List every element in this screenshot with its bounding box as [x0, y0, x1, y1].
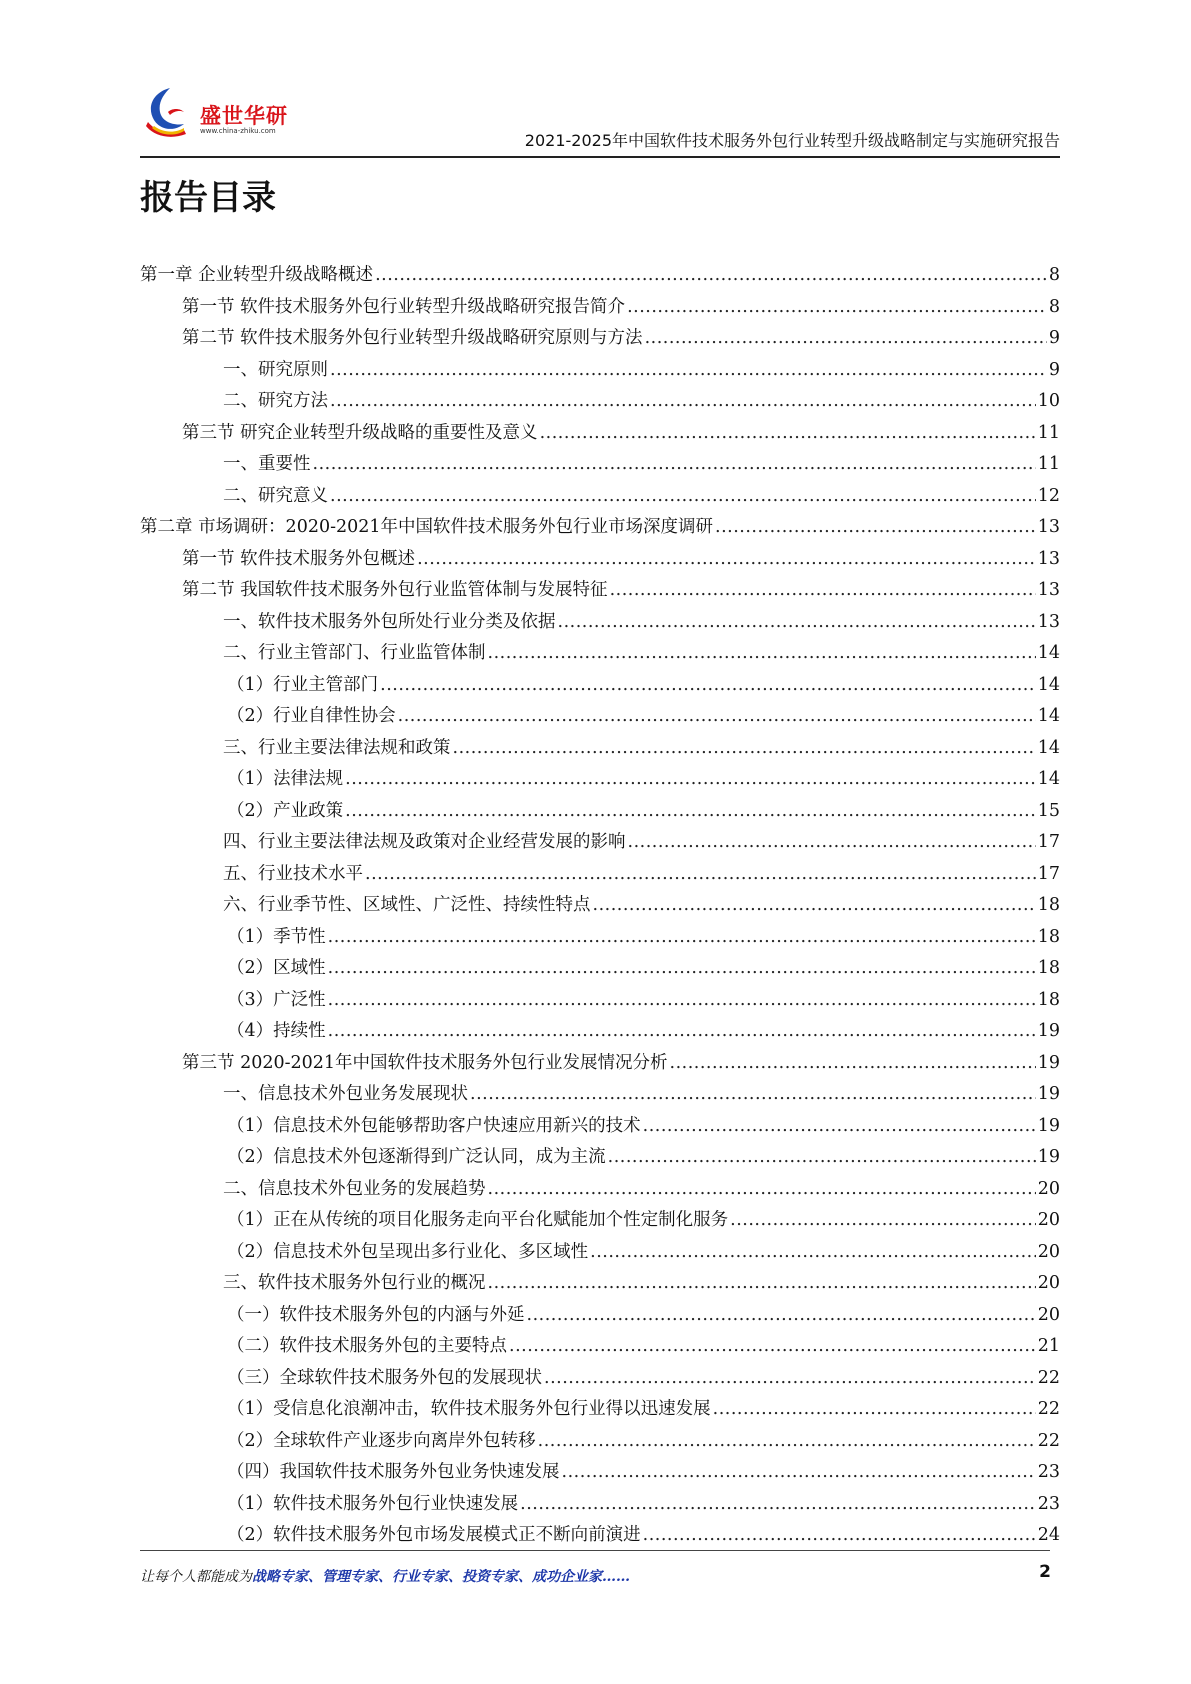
- toc-entry-title: （1）行业主管部门: [227, 674, 379, 695]
- brand-website: www.china-zhiku.com: [200, 127, 276, 135]
- toc-leader-dots: [715, 517, 1036, 537]
- toc-leader-dots: [558, 612, 1036, 632]
- toc-entry-title: （2）行业自律性协会: [227, 706, 396, 726]
- toc-leader-dots: [330, 360, 1047, 380]
- toc-entry[interactable]: [140, 324, 1060, 356]
- toc-entry-page: 10: [1037, 391, 1060, 411]
- toc-leader-dots: [593, 895, 1036, 915]
- footer-slogan: [140, 1566, 1020, 1586]
- toc-entry-page: 17: [1037, 832, 1060, 852]
- toc-entry-page: 22: [1037, 1430, 1060, 1451]
- toc-leader-dots: [520, 1494, 1036, 1514]
- toc-entry[interactable]: [140, 545, 1060, 577]
- toc-entry-title: （1）受信息化浪潮冲击，软件技术服务外包行业得以迅速发展: [227, 1399, 711, 1419]
- toc-entry-title: 一、研究原则: [223, 359, 328, 380]
- toc-entry-title: （2）软件技术服务外包市场发展模式正不断向前演进: [227, 1525, 641, 1545]
- toc-leader-dots: [643, 1525, 1036, 1545]
- toc-entry[interactable]: [140, 765, 1060, 797]
- toc-entry-title: （1）法律法规: [227, 769, 344, 789]
- toc-entry-title: 三、行业主要法律法规和政策: [223, 737, 451, 758]
- toc-leader-dots: [628, 832, 1036, 852]
- toc-leader-dots: [608, 1147, 1036, 1167]
- toc-entry[interactable]: [140, 1521, 1060, 1553]
- toc-entry[interactable]: [140, 954, 1060, 986]
- toc-entry[interactable]: [140, 891, 1060, 923]
- toc-entry-title: （4）持续性: [227, 1021, 326, 1041]
- toc-entry[interactable]: [140, 482, 1060, 514]
- toc-entry-title: 一、重要性: [223, 454, 311, 474]
- toc-entry-page: 18: [1037, 895, 1060, 915]
- toc-entry-title: （四）我国软件技术服务外包业务快速发展: [227, 1462, 560, 1482]
- toc-leader-dots: [509, 1336, 1036, 1356]
- toc-leader-dots: [645, 328, 1047, 348]
- toc-entry-title: （1）信息技术外包能够帮助客户快速应用新兴的技术: [227, 1115, 641, 1136]
- toc-entry[interactable]: [140, 608, 1060, 640]
- toc-leader-dots: [365, 864, 1036, 884]
- logo-emblem-icon: [140, 82, 200, 142]
- toc-leader-dots: [470, 1084, 1036, 1104]
- table-of-contents: [140, 261, 1060, 1553]
- footer-slogan-lead: 让每个人都能成为: [140, 1569, 252, 1585]
- header-divider: [140, 156, 1060, 158]
- toc-leader-dots: [488, 643, 1036, 663]
- toc-entry-page: 15: [1037, 800, 1060, 821]
- toc-entry-title: （3）广泛性: [227, 989, 326, 1010]
- toc-leader-dots: [488, 1273, 1036, 1293]
- toc-entry[interactable]: [140, 1490, 1060, 1522]
- toc-entry-page: 8: [1048, 265, 1060, 285]
- toc-entry-page: 13: [1037, 611, 1060, 632]
- toc-entry-page: 23: [1037, 1493, 1060, 1514]
- toc-entry-page: 18: [1037, 926, 1060, 947]
- toc-entry-page: 11: [1037, 422, 1060, 443]
- toc-entry-page: 20: [1037, 1304, 1060, 1325]
- toc-entry[interactable]: [140, 923, 1060, 955]
- toc-entry[interactable]: [140, 1238, 1060, 1270]
- toc-leader-dots: [713, 1399, 1036, 1419]
- toc-entry[interactable]: [140, 860, 1060, 892]
- toc-entry-title: （2）全球软件产业逐步向离岸外包转移: [227, 1430, 536, 1451]
- toc-entry-page: 23: [1037, 1462, 1060, 1482]
- toc-leader-dots: [627, 297, 1047, 317]
- report-title: 2021-2025年中国软件技术服务外包行业转型升级战略制定与实施研究报告: [524, 131, 1060, 150]
- toc-entry-page: 24: [1037, 1525, 1060, 1545]
- toc-entry-title: 三、软件技术服务外包行业的概况: [223, 1273, 486, 1293]
- toc-entry-page: 22: [1037, 1399, 1060, 1419]
- brand-logo: [140, 78, 310, 153]
- toc-entry-page: 20: [1037, 1241, 1060, 1262]
- toc-entry-title: （1）软件技术服务外包行业快速发展: [227, 1493, 519, 1514]
- toc-entry-page: 14: [1037, 643, 1060, 663]
- toc-entry[interactable]: [140, 576, 1060, 608]
- toc-entry[interactable]: [140, 671, 1060, 703]
- toc-entry[interactable]: [140, 828, 1060, 860]
- toc-entry[interactable]: [140, 1269, 1060, 1301]
- footer-slogan-accent: 战略专家、管理专家、行业专家、投资专家、成功企业家……: [252, 1569, 630, 1585]
- toc-entry[interactable]: [140, 1395, 1060, 1427]
- toc-entry-title: （二）软件技术服务外包的主要特点: [227, 1336, 507, 1356]
- toc-entry[interactable]: [140, 419, 1060, 451]
- toc-entry-page: 19: [1037, 1147, 1060, 1167]
- toc-leader-dots: [488, 1179, 1036, 1199]
- toc-entry-page: 20: [1037, 1178, 1060, 1199]
- toc-entry-page: 19: [1037, 1021, 1060, 1041]
- toc-entry-page: 19: [1037, 1084, 1060, 1104]
- toc-entry[interactable]: [140, 1206, 1060, 1238]
- toc-entry-title: （2）信息技术外包呈现出多行业化、多区域性: [227, 1241, 589, 1262]
- toc-leader-dots: [330, 391, 1036, 411]
- toc-entry[interactable]: [140, 1364, 1060, 1396]
- toc-entry-page: 13: [1037, 517, 1060, 537]
- toc-entry-page: 11: [1037, 454, 1060, 474]
- toc-entry[interactable]: [140, 1301, 1060, 1333]
- toc-entry-title: 五、行业技术水平: [223, 863, 363, 884]
- footer-divider: [140, 1550, 1050, 1551]
- toc-entry[interactable]: [140, 356, 1060, 388]
- toc-entry[interactable]: [140, 1175, 1060, 1207]
- toc-leader-dots: [540, 423, 1036, 443]
- toc-entry-title: 第一节 软件技术服务外包概述: [182, 548, 416, 569]
- toc-entry[interactable]: [140, 293, 1060, 325]
- toc-entry[interactable]: [140, 639, 1060, 671]
- toc-entry-title: 第一章 企业转型升级战略概述: [140, 265, 374, 285]
- toc-entry[interactable]: [140, 734, 1060, 766]
- toc-entry-title: 六、行业季节性、区域性、广泛性、持续性特点: [223, 895, 591, 915]
- toc-leader-dots: [610, 580, 1036, 600]
- toc-entry[interactable]: [140, 702, 1060, 734]
- toc-entry-title: 第二节 我国软件技术服务外包行业监管体制与发展特征: [182, 580, 608, 600]
- toc-entry[interactable]: [140, 513, 1060, 545]
- toc-entry-title: 四、行业主要法律法规及政策对企业经营发展的影响: [223, 832, 626, 852]
- toc-leader-dots: [417, 549, 1036, 569]
- toc-entry-title: 二、研究意义: [223, 485, 328, 506]
- toc-entry-title: 第二节 软件技术服务外包行业转型升级战略研究原则与方法: [182, 328, 643, 348]
- toc-entry-page: 14: [1037, 769, 1060, 789]
- toc-entry-page: 8: [1048, 296, 1060, 317]
- toc-leader-dots: [398, 706, 1036, 726]
- toc-entry[interactable]: [140, 797, 1060, 829]
- toc-entry[interactable]: [140, 1332, 1060, 1364]
- toc-leader-dots: [330, 486, 1036, 506]
- toc-entry-title: 二、行业主管部门、行业监管体制: [223, 643, 486, 663]
- page-title: 报告目录: [140, 178, 276, 218]
- toc-entry-page: 18: [1037, 958, 1060, 978]
- page-number: 2: [1039, 1562, 1051, 1582]
- toc-entry-title: （2）信息技术外包逐渐得到广泛认同，成为主流: [227, 1147, 606, 1167]
- toc-leader-dots: [453, 738, 1036, 758]
- toc-entry-title: 一、信息技术外包业务发展现状: [223, 1084, 468, 1104]
- toc-entry-page: 17: [1037, 863, 1060, 884]
- toc-entry-title: （三）全球软件技术服务外包的发展现状: [227, 1367, 542, 1388]
- toc-leader-dots: [544, 1368, 1036, 1388]
- toc-leader-dots: [538, 1431, 1036, 1451]
- brand-name: 盛世华研: [200, 104, 288, 128]
- toc-entry[interactable]: [140, 450, 1060, 482]
- toc-entry-page: 18: [1037, 989, 1060, 1010]
- toc-entry-page: 20: [1037, 1273, 1060, 1293]
- toc-leader-dots: [670, 1053, 1036, 1073]
- toc-entry-title: （一）软件技术服务外包的内涵与外延: [227, 1304, 525, 1325]
- toc-leader-dots: [345, 801, 1036, 821]
- toc-leader-dots: [590, 1242, 1036, 1262]
- toc-entry-page: 9: [1048, 359, 1060, 380]
- toc-leader-dots: [562, 1462, 1036, 1482]
- toc-entry-page: 21: [1037, 1336, 1060, 1356]
- toc-entry-page: 20: [1037, 1210, 1060, 1230]
- toc-entry[interactable]: [140, 1049, 1060, 1081]
- toc-entry-title: 第三节 2020-2021年中国软件技术服务外包行业发展情况分析: [182, 1052, 668, 1073]
- toc-entry-title: 二、信息技术外包业务的发展趋势: [223, 1178, 486, 1199]
- toc-entry-page: 14: [1037, 674, 1060, 695]
- toc-leader-dots: [328, 927, 1036, 947]
- toc-entry-page: 19: [1037, 1115, 1060, 1136]
- toc-leader-dots: [643, 1116, 1036, 1136]
- toc-entry-title: 第一节 软件技术服务外包行业转型升级战略研究报告简介: [182, 296, 626, 317]
- toc-entry[interactable]: [140, 1458, 1060, 1490]
- toc-entry[interactable]: [140, 1112, 1060, 1144]
- toc-entry-page: 13: [1037, 548, 1060, 569]
- toc-entry-page: 12: [1037, 485, 1060, 506]
- toc-leader-dots: [328, 958, 1036, 978]
- toc-leader-dots: [380, 675, 1036, 695]
- toc-entry[interactable]: [140, 387, 1060, 419]
- toc-entry-page: 19: [1037, 1052, 1060, 1073]
- toc-entry-page: 13: [1037, 580, 1060, 600]
- toc-leader-dots: [527, 1305, 1036, 1325]
- toc-entry[interactable]: [140, 261, 1060, 293]
- toc-entry-page: 14: [1037, 706, 1060, 726]
- toc-leader-dots: [328, 1021, 1036, 1041]
- page-header: [140, 78, 1060, 158]
- toc-entry-title: 第二章 市场调研：2020-2021年中国软件技术服务外包行业市场深度调研: [140, 517, 714, 537]
- toc-entry-title: （1）正在从传统的项目化服务走向平台化赋能加个性定制化服务: [227, 1210, 729, 1230]
- toc-entry[interactable]: [140, 1080, 1060, 1112]
- toc-entry-page: 22: [1037, 1367, 1060, 1388]
- toc-entry-title: （1）季节性: [227, 926, 326, 947]
- toc-entry-title: 二、研究方法: [223, 391, 328, 411]
- toc-leader-dots: [375, 265, 1047, 285]
- toc-entry-page: 14: [1037, 737, 1060, 758]
- toc-leader-dots: [313, 454, 1036, 474]
- toc-leader-dots: [345, 769, 1036, 789]
- toc-entry-title: （2）产业政策: [227, 800, 344, 821]
- toc-entry[interactable]: [140, 1427, 1060, 1459]
- toc-leader-dots: [328, 990, 1036, 1010]
- toc-leader-dots: [730, 1210, 1036, 1230]
- toc-entry-title: 第三节 研究企业转型升级战略的重要性及意义: [182, 422, 538, 443]
- toc-entry[interactable]: [140, 1143, 1060, 1175]
- toc-entry-title: （2）区域性: [227, 958, 326, 978]
- toc-entry-page: 9: [1048, 328, 1060, 348]
- toc-entry-title: 一、软件技术服务外包所处行业分类及依据: [223, 611, 556, 632]
- toc-entry[interactable]: [140, 1017, 1060, 1049]
- toc-entry[interactable]: [140, 986, 1060, 1018]
